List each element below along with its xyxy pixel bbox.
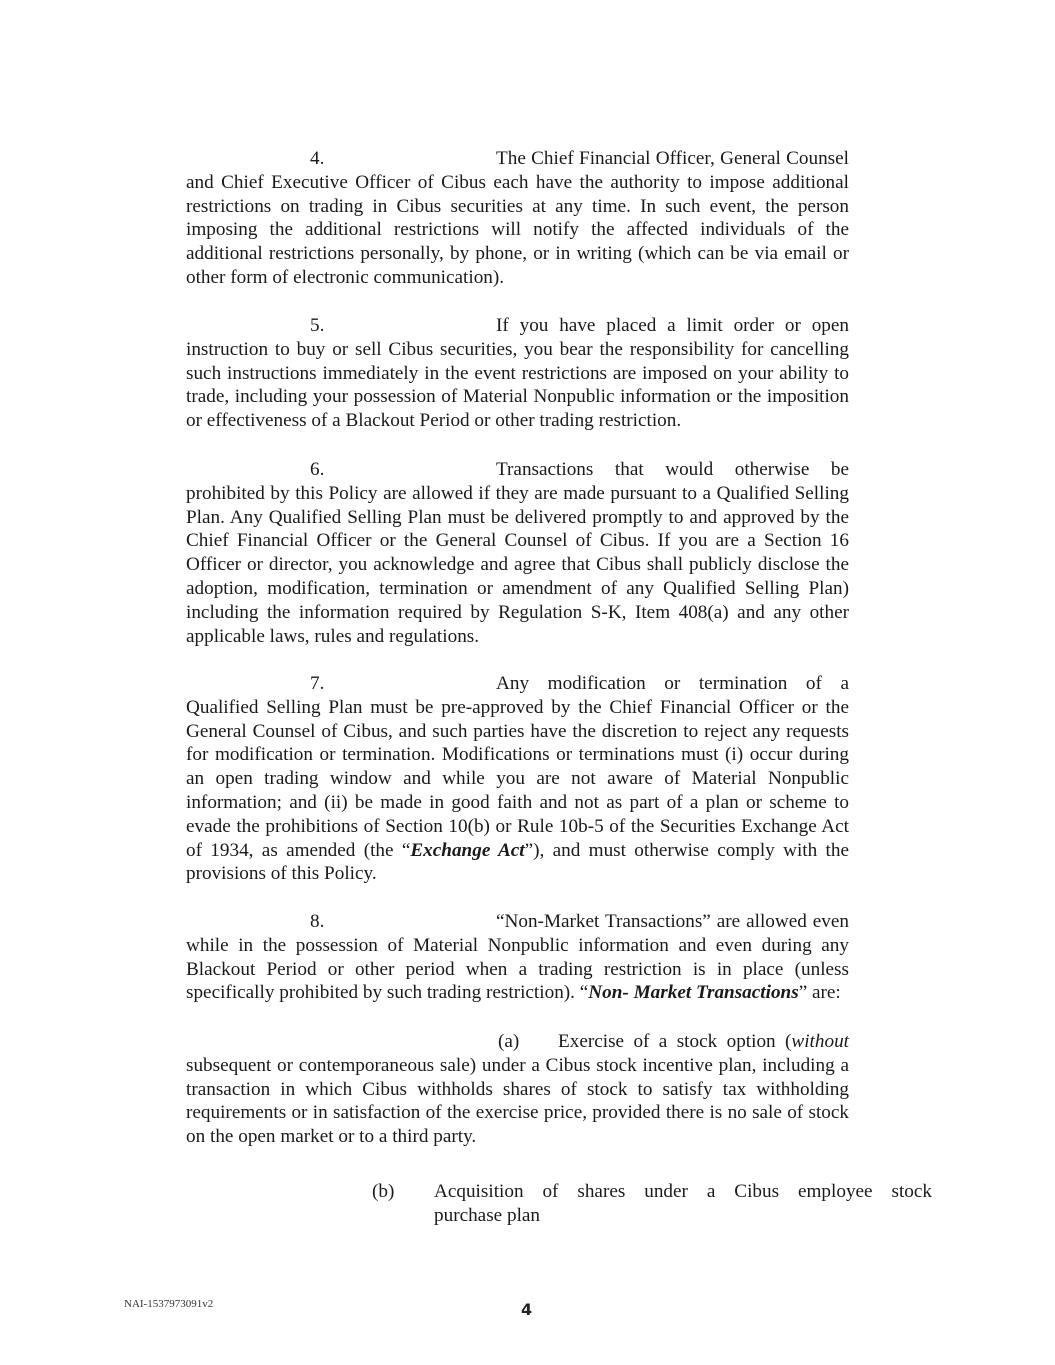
document-id: NAI-1537973091v2	[124, 1298, 214, 1310]
sub-item-text: Exercise of a stock option (	[558, 1031, 792, 1052]
paragraph-number: 4.	[310, 148, 325, 169]
paragraph-text-tail: ” are:	[798, 982, 841, 1004]
paragraph-5	[186, 314, 849, 433]
sub-item-label: (a)	[498, 1031, 520, 1052]
defined-term: Non- Market Transactions	[588, 982, 799, 1004]
paragraph-number: 8.	[310, 911, 325, 932]
sub-item-text-line-1: Acquisition of shares under a Cibus employee stock	[434, 1181, 932, 1202]
paragraph-number: 5.	[310, 315, 325, 336]
sub-item-text-line-2: purchase plan	[434, 1204, 541, 1226]
paragraph-text: “Non-Market Transactions” are allowed even while in the possession of Material Nonpublic information and even during any Blackout Period or other period when a trading restriction is in place (unless specifically prohibited by such trading restriction). “	[186, 911, 849, 1004]
page-number: 4	[521, 1300, 533, 1319]
paragraph-text: If you have placed a limit order or open instruction to buy or sell Cibus securities, you bear the responsibility for cancelling such instructions immediately in the event restrictions are imposed on your ability to trade, including your possession of Material Nonpublic information or the imposition or effectiveness of a Blackout Period or other trading restriction.	[186, 315, 849, 432]
paragraph-text-tail: ”), and must otherwise comply with the provisions of this Policy.	[186, 839, 849, 885]
paragraph-6	[186, 458, 849, 648]
sub-item-b	[372, 1180, 932, 1228]
emphasis-text: without	[791, 1031, 849, 1052]
paragraph-text: Transactions that would otherwise be prohibited by this Policy are allowed if they are made pursuant to a Qualified Selling Plan. Any Qualified Selling Plan must be delivered promptly to and approved by the Chief Financial Officer or the General Counsel of Cibus. If you are a Section 16 Officer or director, you acknowledge and agree that Cibus shall publicly disclose the adoption, modification, termination or amendment of any Qualified Selling Plan) including the information required by Regulation S-K, Item 408(a) and any other applicable laws, rules and regulations.	[186, 459, 849, 647]
sub-item-text-tail: subsequent or contemporaneous sale) under a Cibus stock incentive plan, including a transaction in which Cibus withholds shares of stock to satisfy tax withholding requirements or in satisfaction of the exercise price, provided there is no sale of stock on the open market or to a third party.	[186, 1054, 849, 1148]
sub-item-a	[186, 1030, 849, 1149]
paragraph-text: Any modification or termination of a Qualified Selling Plan must be pre-approved by the Chief Financial Officer or the General Counsel of Cibus, and such parties have the discretion to reject any requests for modification or termination. Modifications or terminations must (i) occur during an open trading window and while you are not aware of Material Nonpublic information; and (ii) be made in good faith and not as part of a plan or scheme to evade the prohibitions of Section 10(b) or Rule 10b-5 of the Securities Exchange Act of 1934, as amended (the “	[186, 673, 849, 861]
defined-term: Exchange Act	[410, 839, 525, 861]
sub-item-label: (b)	[372, 1181, 395, 1202]
paragraph-4	[186, 147, 849, 290]
paragraph-7	[186, 672, 849, 886]
paragraph-number: 6.	[310, 459, 325, 480]
paragraph-number: 7.	[310, 673, 325, 694]
paragraph-8	[186, 910, 849, 1005]
paragraph-text: The Chief Financial Officer, General Counsel and Chief Executive Officer of Cibus each have the authority to impose additional restrictions on trading in Cibus securities at any time. In such event, the person imposing the additional restrictions will notify the affected individuals of the additional restrictions personally, by phone, or in writing (which can be via email or other form of electronic communication).	[186, 148, 849, 288]
